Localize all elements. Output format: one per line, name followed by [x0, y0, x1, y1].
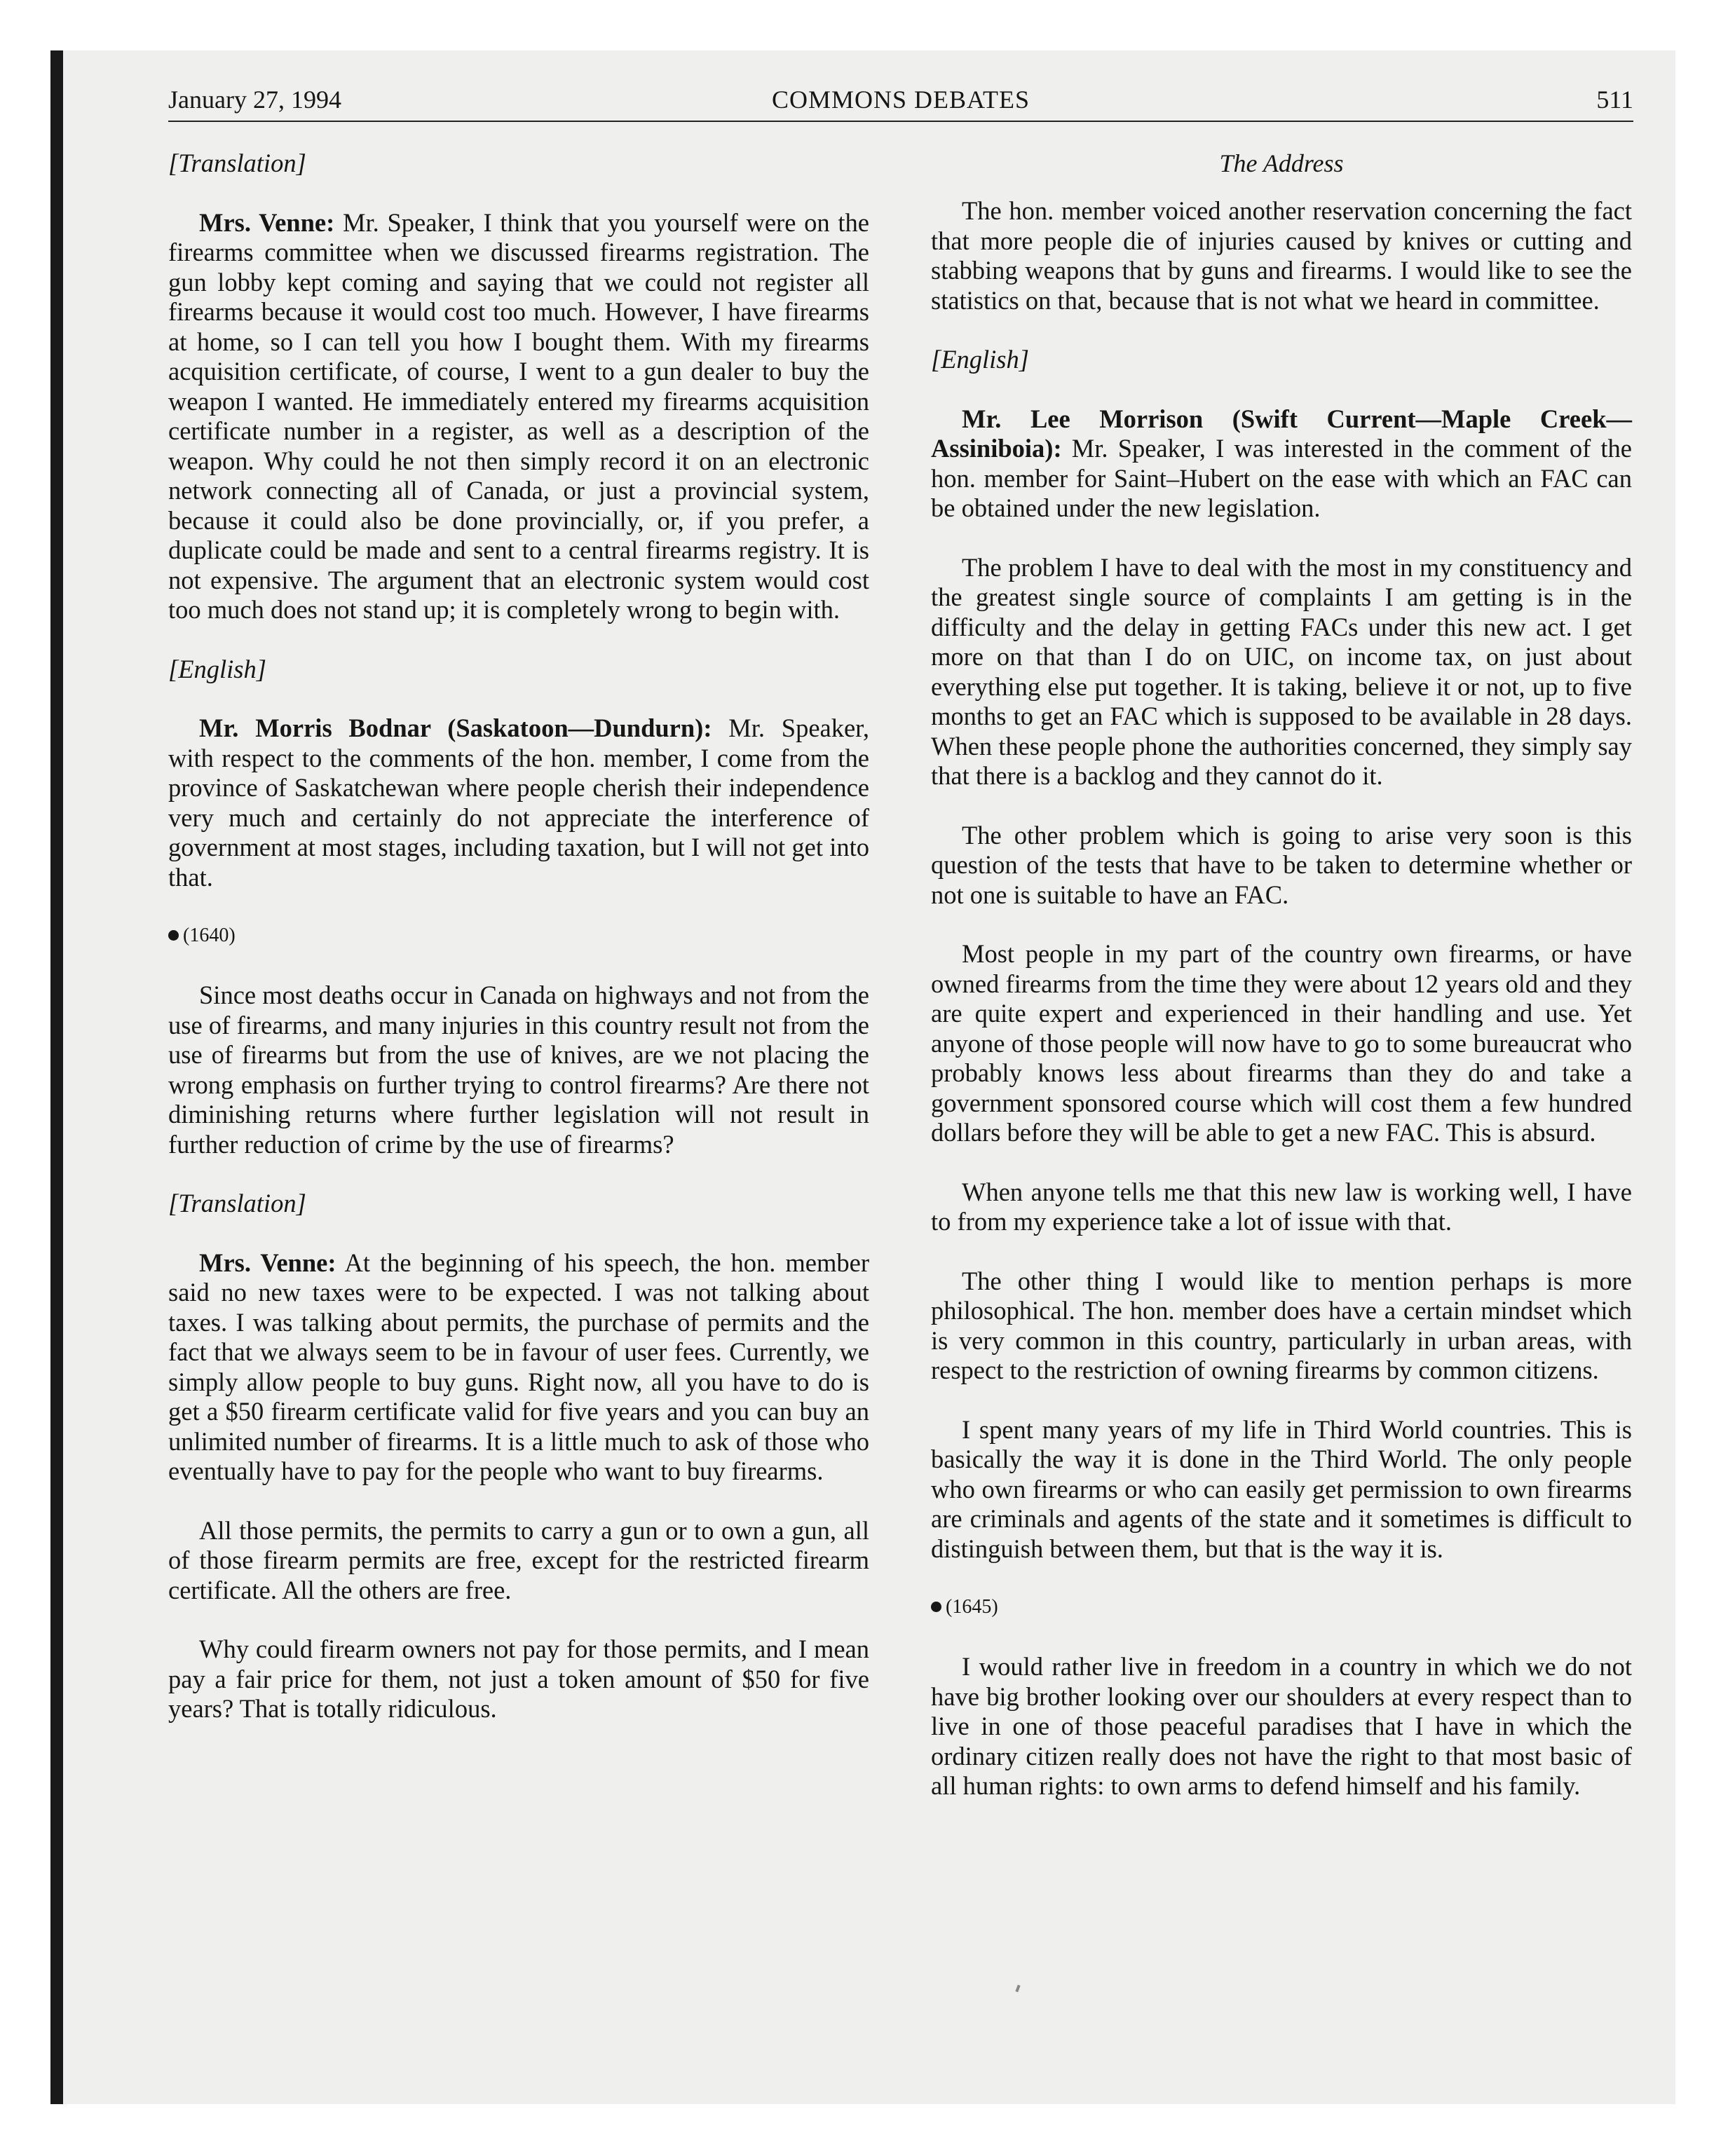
header-page-number: 511	[1596, 86, 1633, 114]
speech-paragraph	[931, 404, 1632, 524]
speaker-name: Mr. Lee Morrison (Swift Current—Maple Creek—Assiniboia):	[931, 404, 1632, 463]
speech-paragraph: I would rather live in freedom in a country in which we do not have big brother looking over our shoulders at every respect than to live in one of those peaceful paradises that I have in which the ordinary citizen really does not have the right to that most basic of all human rights: to own arms to defend himself and his family.	[931, 1652, 1632, 1800]
speech-paragraph: The hon. member voiced another reservation concerning the fact that more people die of injuries caused by knives or cutting and stabbing weapons that by guns and firearms. I would like to see the statistics on that, because that is not what we heard in committee.	[931, 196, 1632, 315]
section-label: [English]	[168, 654, 266, 683]
timestamp-text: (1640)	[183, 925, 236, 946]
speech-text: Mr. Speaker, with respect to the comments of the hon. member, I come from the province of Saskatchewan where people cherish their independence very much and certainly do not appreciate the interference of government at most stages, including taxation, but I will not get into that.	[168, 714, 869, 892]
bullet-icon	[931, 1602, 941, 1612]
timestamp-marker	[931, 1593, 1632, 1621]
speech-paragraph	[168, 208, 869, 625]
section-label: [Translation]	[168, 149, 306, 177]
speech-text: Mr. Speaker, I think that you yourself were on the firearms committee when we discussed firearms registration. The gun lobby kept coming and saying that we could not register all firearms because it would cost too much. However, I have firearms at home, so I can tell you how I bought them. With my firearms acquisition certificate, of course, I went to a gun dealer to buy the weapon I wanted. He immediately entered my firearms acquisition certificate number in a register, as well as a description of the weapon. Why could he not then simply record it on an electronic network connecting all of Canada, or just a provincial system, because it could also be done provincially, or, if you prefer, a duplicate could be made and sent to a central firearms registry. It is not expensive. The argument that an electronic system would cost too much does not stand up; it is completely wrong to begin with.	[168, 207, 869, 624]
timestamp-text: (1645)	[946, 1596, 998, 1618]
left-column	[168, 149, 869, 1754]
speech-paragraph	[168, 1248, 869, 1487]
header-title: COMMONS DEBATES	[771, 86, 1030, 114]
running-head: The Address	[1219, 149, 1344, 177]
section-label: [English]	[931, 345, 1029, 374]
scan-speck	[1015, 1985, 1020, 1993]
speech-paragraph	[168, 714, 869, 892]
speech-text: At the beginning of his speech, the hon. member said no new taxes were to be expected. I was not talking about taxes. I was talking about permits, the purchase of permits and the fact that we always seem to be in favour of user fees. Currently, we simply allow people to buy guns. Right now, all you have to do is get a $50 firearm certificate valid for five years and you can buy an unlimited number of firearms. It is a little much to ask of those who eventually have to pay for the people who want to buy firearms.	[168, 1248, 870, 1485]
bullet-icon	[168, 930, 179, 941]
speech-text: Mr. Speaker, I was interested in the comment of the hon. member for Saint–Hubert on the ease with which an FAC can be obtained under the new legislation.	[931, 434, 1632, 522]
section-label: [Translation]	[168, 1189, 306, 1217]
speech-paragraph: All those permits, the permits to carry a gun or to own a gun, all of those firearm permits are free, except for the restricted firearm certificate. All the others are free.	[168, 1515, 869, 1604]
scanned-page	[50, 50, 1675, 2104]
right-column	[931, 149, 1632, 1831]
speaker-name: Mrs. Venne:	[199, 1248, 336, 1277]
speech-paragraph: The problem I have to deal with the most in my constituency and the greatest single source of complaints I am getting is in the difficulty and the delay in getting FACs under this new act. I get more on that than I do on UIC, on income tax, on just about everything else put together. It is taking, believe it or not, up to five months to get an FAC which is supposed to be available in 28 days. When these people phone the authorities concerned, they simply say that there is a backlog and they cannot do it.	[931, 552, 1632, 790]
speaker-name: Mrs. Venne:	[199, 207, 335, 237]
speech-paragraph: The other problem which is going to arise very soon is this question of the tests that have to be taken to determine whether or not one is suitable to have an FAC.	[931, 820, 1632, 909]
speech-paragraph: Most people in my part of the country own firearms, or have owned firearms from the time they were about 12 years old and they are quite expert and experienced in their handling and use. Yet anyone of those people will now have to go to some bureaucrat who probably knows less about firearms than they do and take a government sponsored course which will cost them a few hundred dollars before they will be able to get a new FAC. This is absurd.	[931, 939, 1632, 1147]
speaker-name: Mr. Morris Bodnar (Saskatoon—Dundurn):	[199, 714, 712, 742]
timestamp-marker	[168, 922, 869, 950]
speech-paragraph: The other thing I would like to mention perhaps is more philosophical. The hon. member does have a certain mindset which is very common in this country, particularly in urban areas, with respect to the restriction of owning firearms by common citizens.	[931, 1266, 1632, 1384]
speech-paragraph: Why could firearm owners not pay for those permits, and I mean pay a fair price for them, not just a token amount of $50 for five years? That is totally ridiculous.	[168, 1635, 869, 1723]
speech-paragraph: Since most deaths occur in Canada on highways and not from the use of firearms, and many injuries in this country result not from the use of firearms but from the use of knives, are we not placing the wrong emphasis on further trying to control firearms? Are there not diminishing returns where further legislation will not result in further reduction of crime by the use of firearms?	[168, 981, 869, 1159]
page-header	[168, 79, 1633, 121]
header-rule	[168, 121, 1633, 122]
header-date: January 27, 1994	[168, 86, 341, 114]
speech-paragraph: When anyone tells me that this new law is working well, I have to from my experience take a lot of issue with that.	[931, 1177, 1632, 1236]
speech-paragraph: I spent many years of my life in Third World countries. This is basically the way it is done in the Third World. The only people who own firearms or who can easily get permission to own firearms are criminals and agents of the state and it sometimes is difficult to distinguish between them, but that is the way it is.	[931, 1414, 1632, 1563]
